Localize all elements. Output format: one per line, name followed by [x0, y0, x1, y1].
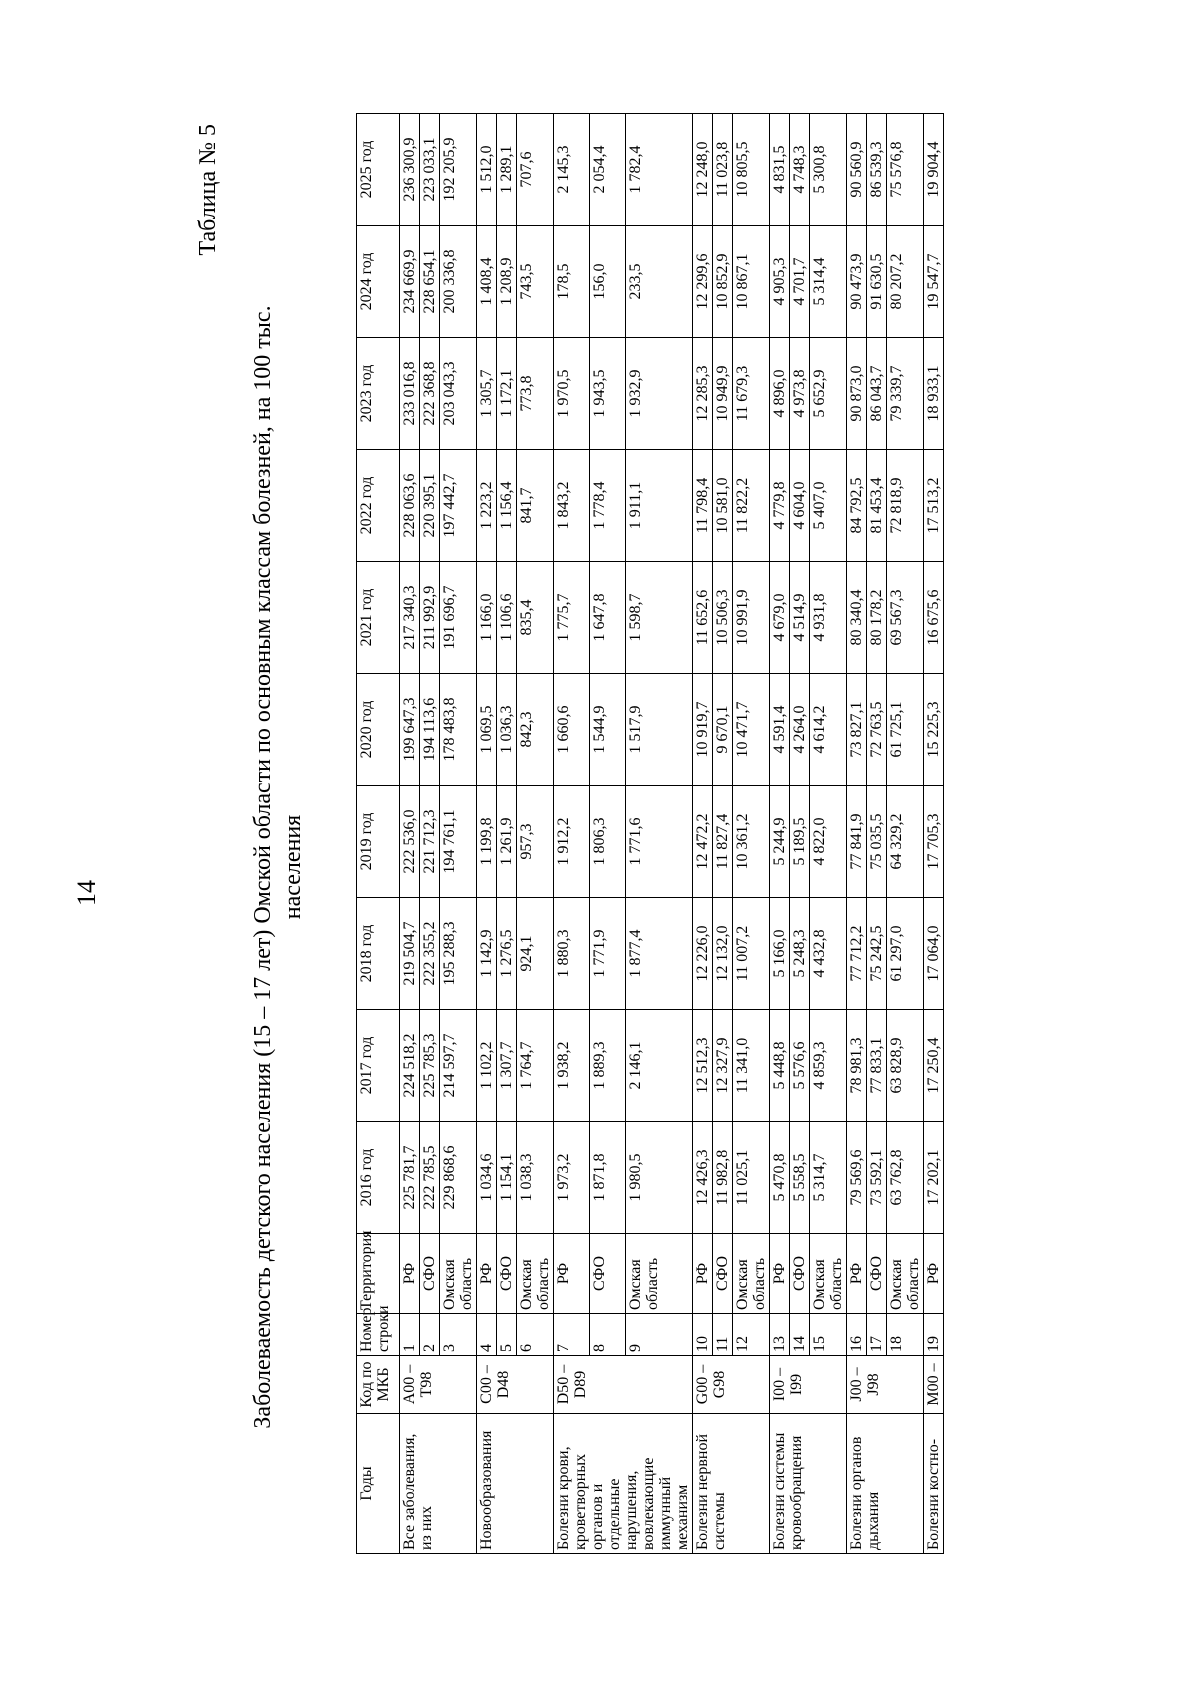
value-cell: 79 569,6	[847, 1122, 867, 1234]
value-cell: 1 544,9	[590, 674, 626, 786]
value-cell: 63 762,8	[887, 1122, 924, 1234]
value-cell: 91 630,5	[867, 226, 887, 338]
value-cell: 80 340,4	[847, 562, 867, 674]
table-row	[713, 114, 733, 1554]
value-cell: 1 038,3	[517, 1122, 554, 1234]
value-cell: 191 696,7	[440, 562, 477, 674]
value-cell: 1 771,6	[626, 786, 693, 898]
territory-cell: Омская область	[626, 1234, 693, 1314]
value-cell: 192 205,9	[440, 114, 477, 226]
value-cell: 2 146,1	[626, 1010, 693, 1122]
table-row	[554, 114, 590, 1554]
value-cell: 214 597,7	[440, 1010, 477, 1122]
column-header: 2022 год	[357, 450, 400, 562]
value-cell: 77 833,1	[867, 1010, 887, 1122]
value-cell: 5 314,4	[810, 226, 847, 338]
value-cell: 16 675,6	[924, 562, 944, 674]
value-cell: 1 166,0	[477, 562, 497, 674]
value-cell: 5 166,0	[770, 898, 790, 1010]
value-cell: 1 512,0	[477, 114, 497, 226]
value-cell: 200 336,8	[440, 226, 477, 338]
value-cell: 75 242,5	[867, 898, 887, 1010]
value-cell: 12 132,0	[713, 898, 733, 1010]
page-number: 14	[72, 880, 101, 906]
icd-code-cell: G00 – G98	[693, 1356, 770, 1414]
value-cell: 9 670,1	[713, 674, 733, 786]
value-cell: 1 889,3	[590, 1010, 626, 1122]
value-cell: 2 145,3	[554, 114, 590, 226]
territory-cell: СФО	[590, 1234, 626, 1314]
value-cell: 228 063,6	[400, 450, 420, 562]
value-cell: 217 340,3	[400, 562, 420, 674]
value-cell: 4 514,9	[790, 562, 810, 674]
column-header: Номер строки	[357, 1314, 400, 1356]
value-cell: 233,5	[626, 226, 693, 338]
value-cell: 1 102,2	[477, 1010, 497, 1122]
table-row	[517, 114, 554, 1554]
value-cell: 12 299,6	[693, 226, 713, 338]
value-cell: 236 300,9	[400, 114, 420, 226]
value-cell: 1 276,5	[497, 898, 517, 1010]
value-cell: 225 785,3	[420, 1010, 440, 1122]
value-cell: 75 035,5	[867, 786, 887, 898]
value-cell: 1 775,7	[554, 562, 590, 674]
value-cell: 1 938,2	[554, 1010, 590, 1122]
value-cell: 5 652,9	[810, 338, 847, 450]
value-cell: 1 782,4	[626, 114, 693, 226]
table-title: Заболеваемость детского населения (15 – 17 лет) Омской области по основным классам болезней, на 100 тыс. населения	[250, 305, 306, 1429]
value-cell: 1 970,5	[554, 338, 590, 450]
header-row	[357, 114, 400, 1554]
value-cell: 957,3	[517, 786, 554, 898]
table-row	[497, 114, 517, 1554]
value-cell: 10 991,9	[733, 562, 770, 674]
value-cell: 4 264,0	[790, 674, 810, 786]
value-cell: 73 592,1	[867, 1122, 887, 1234]
value-cell: 195 288,3	[440, 898, 477, 1010]
row-number-cell: 16	[847, 1314, 867, 1356]
value-cell: 1 036,3	[497, 674, 517, 786]
table-row	[590, 114, 626, 1554]
value-cell: 77 841,9	[847, 786, 867, 898]
value-cell: 1 517,9	[626, 674, 693, 786]
territory-cell: Омская область	[440, 1234, 477, 1314]
column-header: 2023 год	[357, 338, 400, 450]
value-cell: 5 314,7	[810, 1122, 847, 1234]
value-cell: 11 007,2	[733, 898, 770, 1010]
value-cell: 11 822,2	[733, 450, 770, 562]
value-cell: 4 591,4	[770, 674, 790, 786]
row-number-cell: 19	[924, 1314, 944, 1356]
table-row	[867, 114, 887, 1554]
value-cell: 2 054,4	[590, 114, 626, 226]
territory-cell: РФ	[924, 1234, 944, 1314]
disease-class-cell: Болезни крови, кроветворных органов и отдельные нарушения, вовлекающие иммунный механизм	[554, 1414, 693, 1554]
value-cell: 1 806,3	[590, 786, 626, 898]
value-cell: 4 604,0	[790, 450, 810, 562]
row-number-cell: 4	[477, 1314, 497, 1356]
icd-code-cell: I00 – I99	[770, 1356, 847, 1414]
table-number: Таблица № 5	[195, 124, 221, 256]
value-cell: 73 827,1	[847, 674, 867, 786]
value-cell: 72 763,5	[867, 674, 887, 786]
value-cell: 1 156,4	[497, 450, 517, 562]
row-number-cell: 14	[790, 1314, 810, 1356]
value-cell: 10 581,0	[713, 450, 733, 562]
value-cell: 1 208,9	[497, 226, 517, 338]
row-number-cell: 17	[867, 1314, 887, 1356]
value-cell: 90 560,9	[847, 114, 867, 226]
value-cell: 64 329,2	[887, 786, 924, 898]
value-cell: 234 669,9	[400, 226, 420, 338]
column-header: 2021 год	[357, 562, 400, 674]
value-cell: 90 473,9	[847, 226, 867, 338]
table-row	[626, 114, 693, 1554]
value-cell: 84 792,5	[847, 450, 867, 562]
table-body	[400, 114, 944, 1554]
row-number-cell: 12	[733, 1314, 770, 1356]
territory-cell: Омская область	[517, 1234, 554, 1314]
value-cell: 199 647,3	[400, 674, 420, 786]
row-number-cell: 6	[517, 1314, 554, 1356]
value-cell: 222 536,0	[400, 786, 420, 898]
value-cell: 211 992,9	[420, 562, 440, 674]
value-cell: 5 189,5	[790, 786, 810, 898]
value-cell: 11 025,1	[733, 1122, 770, 1234]
value-cell: 197 442,7	[440, 450, 477, 562]
row-number-cell: 11	[713, 1314, 733, 1356]
territory-cell: РФ	[554, 1234, 590, 1314]
disease-class-cell: Болезни костно-	[924, 1414, 944, 1554]
table-row	[847, 114, 867, 1554]
value-cell: 4 679,0	[770, 562, 790, 674]
value-cell: 1 289,1	[497, 114, 517, 226]
disease-class-cell: Все заболевания, из них	[400, 1414, 477, 1554]
territory-cell: РФ	[400, 1234, 420, 1314]
row-number-cell: 10	[693, 1314, 713, 1356]
value-cell: 5 448,8	[770, 1010, 790, 1122]
table-row	[440, 114, 477, 1554]
value-cell: 17 250,4	[924, 1010, 944, 1122]
value-cell: 79 339,7	[887, 338, 924, 450]
territory-cell: Омская область	[887, 1234, 924, 1314]
value-cell: 11 982,8	[713, 1122, 733, 1234]
icd-code-cell: M00 –	[924, 1356, 944, 1414]
morbidity-table	[356, 113, 944, 1554]
value-cell: 10 361,2	[733, 786, 770, 898]
territory-cell: РФ	[477, 1234, 497, 1314]
value-cell: 228 654,1	[420, 226, 440, 338]
table-row	[887, 114, 924, 1554]
value-cell: 1 408,4	[477, 226, 497, 338]
value-cell: 203 043,3	[440, 338, 477, 450]
value-cell: 12 226,0	[693, 898, 713, 1010]
column-header: 2016 год	[357, 1122, 400, 1234]
value-cell: 10 506,3	[713, 562, 733, 674]
value-cell: 80 178,2	[867, 562, 887, 674]
value-cell: 10 919,7	[693, 674, 713, 786]
value-cell: 222 368,8	[420, 338, 440, 450]
value-cell: 78 981,3	[847, 1010, 867, 1122]
value-cell: 835,4	[517, 562, 554, 674]
table-row	[810, 114, 847, 1554]
value-cell: 11 827,4	[713, 786, 733, 898]
value-cell: 222 785,5	[420, 1122, 440, 1234]
row-number-cell: 2	[420, 1314, 440, 1356]
territory-cell: СФО	[790, 1234, 810, 1314]
value-cell: 5 244,9	[770, 786, 790, 898]
column-header: 2018 год	[357, 898, 400, 1010]
value-cell: 224 518,2	[400, 1010, 420, 1122]
value-cell: 5 300,8	[810, 114, 847, 226]
value-cell: 17 705,3	[924, 786, 944, 898]
value-cell: 10 805,5	[733, 114, 770, 226]
table-row	[477, 114, 497, 1554]
value-cell: 1 034,6	[477, 1122, 497, 1234]
value-cell: 1 305,7	[477, 338, 497, 450]
value-cell: 1 223,2	[477, 450, 497, 562]
territory-cell: Омская область	[810, 1234, 847, 1314]
value-cell: 1 778,4	[590, 450, 626, 562]
row-number-cell: 3	[440, 1314, 477, 1356]
value-cell: 4 432,8	[810, 898, 847, 1010]
value-cell: 1 307,7	[497, 1010, 517, 1122]
value-cell: 12 248,0	[693, 114, 713, 226]
value-cell: 842,3	[517, 674, 554, 786]
value-cell: 10 471,7	[733, 674, 770, 786]
value-cell: 12 512,3	[693, 1010, 713, 1122]
value-cell: 11 679,3	[733, 338, 770, 450]
value-cell: 80 207,2	[887, 226, 924, 338]
value-cell: 1 647,8	[590, 562, 626, 674]
value-cell: 1 880,3	[554, 898, 590, 1010]
value-cell: 1 911,1	[626, 450, 693, 562]
value-cell: 229 868,6	[440, 1122, 477, 1234]
disease-class-cell: Болезни органов дыхания	[847, 1414, 924, 1554]
value-cell: 233 016,8	[400, 338, 420, 450]
value-cell: 12 285,3	[693, 338, 713, 450]
table-row	[924, 114, 944, 1554]
value-cell: 773,8	[517, 338, 554, 450]
value-cell: 72 818,9	[887, 450, 924, 562]
value-cell: 12 426,3	[693, 1122, 713, 1234]
table-row	[770, 114, 790, 1554]
value-cell: 17 202,1	[924, 1122, 944, 1234]
territory-cell: РФ	[847, 1234, 867, 1314]
table-row	[420, 114, 440, 1554]
row-number-cell: 15	[810, 1314, 847, 1356]
value-cell: 743,5	[517, 226, 554, 338]
disease-class-cell: Болезни нервной системы	[693, 1414, 770, 1554]
value-cell: 10 949,9	[713, 338, 733, 450]
value-cell: 61 725,1	[887, 674, 924, 786]
table-row	[693, 114, 713, 1554]
value-cell: 178 483,8	[440, 674, 477, 786]
column-header: 2020 год	[357, 674, 400, 786]
value-cell: 4 859,3	[810, 1010, 847, 1122]
value-cell: 90 873,0	[847, 338, 867, 450]
row-number-cell: 13	[770, 1314, 790, 1356]
value-cell: 924,1	[517, 898, 554, 1010]
value-cell: 1 172,1	[497, 338, 517, 450]
territory-cell: РФ	[770, 1234, 790, 1314]
icd-code-cell: A00 – T98	[400, 1356, 477, 1414]
value-cell: 86 539,3	[867, 114, 887, 226]
column-header: Годы	[357, 1414, 400, 1554]
value-cell: 4 931,8	[810, 562, 847, 674]
value-cell: 61 297,0	[887, 898, 924, 1010]
value-cell: 4 822,0	[810, 786, 847, 898]
value-cell: 11 798,4	[693, 450, 713, 562]
value-cell: 1 973,2	[554, 1122, 590, 1234]
value-cell: 1 877,4	[626, 898, 693, 1010]
value-cell: 19 547,7	[924, 226, 944, 338]
column-header: 2024 год	[357, 226, 400, 338]
value-cell: 75 576,8	[887, 114, 924, 226]
value-cell: 178,5	[554, 226, 590, 338]
value-cell: 221 712,3	[420, 786, 440, 898]
value-cell: 1 764,7	[517, 1010, 554, 1122]
value-cell: 1 199,8	[477, 786, 497, 898]
territory-cell: СФО	[713, 1234, 733, 1314]
icd-code-cell: J00 – J98	[847, 1356, 924, 1414]
row-number-cell: 8	[590, 1314, 626, 1356]
value-cell: 223 033,1	[420, 114, 440, 226]
value-cell: 707,6	[517, 114, 554, 226]
value-cell: 4 831,5	[770, 114, 790, 226]
value-cell: 11 023,8	[713, 114, 733, 226]
column-header: 2019 год	[357, 786, 400, 898]
value-cell: 4 779,8	[770, 450, 790, 562]
value-cell: 10 852,9	[713, 226, 733, 338]
value-cell: 1 871,8	[590, 1122, 626, 1234]
value-cell: 222 355,2	[420, 898, 440, 1010]
value-cell: 5 407,0	[810, 450, 847, 562]
value-cell: 841,7	[517, 450, 554, 562]
value-cell: 17 064,0	[924, 898, 944, 1010]
value-cell: 4 748,3	[790, 114, 810, 226]
value-cell: 10 867,1	[733, 226, 770, 338]
territory-cell: СФО	[497, 1234, 517, 1314]
value-cell: 5 470,8	[770, 1122, 790, 1234]
value-cell: 220 395,1	[420, 450, 440, 562]
value-cell: 12 327,9	[713, 1010, 733, 1122]
disease-class-cell: Новообразования	[477, 1414, 554, 1554]
column-header: 2025 год	[357, 114, 400, 226]
value-cell: 17 513,2	[924, 450, 944, 562]
value-cell: 63 828,9	[887, 1010, 924, 1122]
territory-cell: СФО	[867, 1234, 887, 1314]
value-cell: 1 843,2	[554, 450, 590, 562]
value-cell: 4 896,0	[770, 338, 790, 450]
value-cell: 77 712,2	[847, 898, 867, 1010]
row-number-cell: 9	[626, 1314, 693, 1356]
value-cell: 69 567,3	[887, 562, 924, 674]
value-cell: 194 113,6	[420, 674, 440, 786]
value-cell: 1 980,5	[626, 1122, 693, 1234]
value-cell: 1 106,6	[497, 562, 517, 674]
value-cell: 225 781,7	[400, 1122, 420, 1234]
value-cell: 1 912,2	[554, 786, 590, 898]
value-cell: 1 069,5	[477, 674, 497, 786]
value-cell: 194 761,1	[440, 786, 477, 898]
column-header: 2017 год	[357, 1010, 400, 1122]
column-header: Код по МКБ	[357, 1356, 400, 1414]
value-cell: 4 973,8	[790, 338, 810, 450]
value-cell: 1 598,7	[626, 562, 693, 674]
table-row	[400, 114, 420, 1554]
value-cell: 1 261,9	[497, 786, 517, 898]
value-cell: 1 932,9	[626, 338, 693, 450]
value-cell: 19 904,4	[924, 114, 944, 226]
column-header: Территория	[357, 1234, 400, 1314]
value-cell: 11 341,0	[733, 1010, 770, 1122]
territory-cell: РФ	[693, 1234, 713, 1314]
value-cell: 1 943,5	[590, 338, 626, 450]
value-cell: 15 225,3	[924, 674, 944, 786]
value-cell: 1 771,9	[590, 898, 626, 1010]
icd-code-cell: C00 – D48	[477, 1356, 554, 1414]
row-number-cell: 1	[400, 1314, 420, 1356]
value-cell: 18 933,1	[924, 338, 944, 450]
value-cell: 219 504,7	[400, 898, 420, 1010]
row-number-cell: 18	[887, 1314, 924, 1356]
value-cell: 5 558,5	[790, 1122, 810, 1234]
value-cell: 4 701,7	[790, 226, 810, 338]
disease-class-cell: Болезни системы кровообращения	[770, 1414, 847, 1554]
value-cell: 1 660,6	[554, 674, 590, 786]
value-cell: 11 652,6	[693, 562, 713, 674]
value-cell: 5 248,3	[790, 898, 810, 1010]
row-number-cell: 7	[554, 1314, 590, 1356]
table-row	[733, 114, 770, 1554]
icd-code-cell: D50 – D89	[554, 1356, 693, 1414]
value-cell: 86 043,7	[867, 338, 887, 450]
territory-cell: Омская область	[733, 1234, 770, 1314]
row-number-cell: 5	[497, 1314, 517, 1356]
value-cell: 4 614,2	[810, 674, 847, 786]
table-row	[790, 114, 810, 1554]
value-cell: 1 154,1	[497, 1122, 517, 1234]
value-cell: 1 142,9	[477, 898, 497, 1010]
territory-cell: СФО	[420, 1234, 440, 1314]
value-cell: 12 472,2	[693, 786, 713, 898]
value-cell: 4 905,3	[770, 226, 790, 338]
value-cell: 5 576,6	[790, 1010, 810, 1122]
value-cell: 156,0	[590, 226, 626, 338]
value-cell: 81 453,4	[867, 450, 887, 562]
